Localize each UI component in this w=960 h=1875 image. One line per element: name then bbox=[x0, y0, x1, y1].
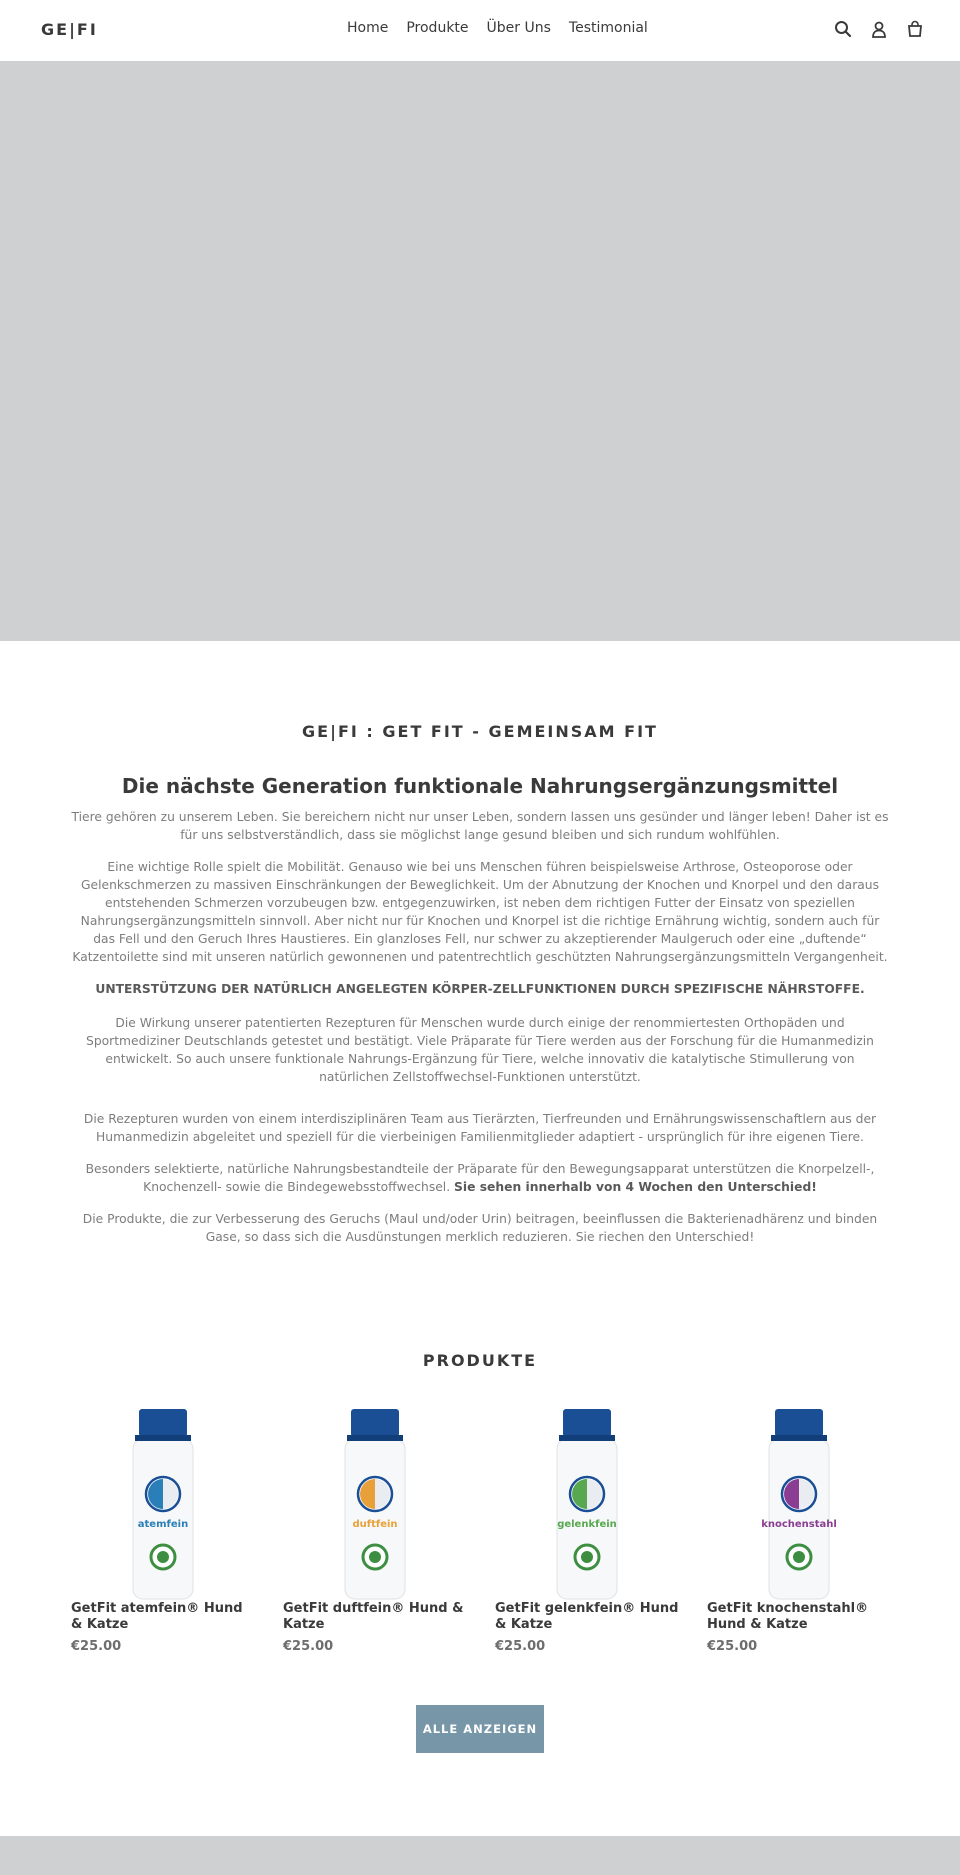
bottle-cap-ring bbox=[771, 1435, 827, 1441]
site-header bbox=[0, 0, 960, 61]
about-paragraph-6 bbox=[70, 1160, 890, 1196]
bottle-cap bbox=[563, 1409, 611, 1437]
about-highlight: UNTERSTÜTZUNG DER NATÜRLICH ANGELEGTEN KÖRPER-ZELLFUNKTIONEN DURCH SPEZIFISCHE NÄHRSTOFFE. bbox=[95, 982, 865, 996]
footer-strip bbox=[0, 1836, 960, 1875]
bottle-label-text: duftfein bbox=[352, 1519, 398, 1530]
seal-icon-center bbox=[581, 1551, 593, 1563]
product-name[interactable]: GetFit duftfein® Hund & Katze bbox=[283, 1601, 464, 1632]
product-image[interactable] bbox=[71, 1409, 255, 1601]
product-image[interactable] bbox=[283, 1409, 467, 1601]
site-logo[interactable]: GE|FI bbox=[41, 20, 98, 39]
seal-icon-center bbox=[369, 1551, 381, 1563]
products-title: PRODUKTE bbox=[422, 1351, 538, 1370]
bottle-cap bbox=[139, 1409, 187, 1437]
product-card[interactable] bbox=[283, 1409, 467, 1654]
section-heading: Die nächste Generation funktionale Nahrungsergänzungsmittel bbox=[121, 774, 839, 798]
product-grid bbox=[71, 1409, 891, 1654]
hero-banner bbox=[0, 61, 960, 641]
cart-icon[interactable] bbox=[904, 18, 926, 40]
product-price: €25.00 bbox=[495, 1639, 546, 1654]
nav-home[interactable]: Home bbox=[347, 20, 389, 36]
bottle-cap-ring bbox=[135, 1435, 191, 1441]
nav-testimonial[interactable]: Testimonial bbox=[568, 20, 648, 36]
view-all-button[interactable]: ALLE ANZEIGEN bbox=[416, 1705, 544, 1753]
product-name[interactable]: GetFit atemfein® Hund & Katze bbox=[71, 1601, 243, 1632]
section-eyebrow: GE|FI : GET FIT - GEMEINSAM FIT bbox=[302, 722, 658, 741]
bottle-label-text: atemfein bbox=[137, 1519, 189, 1530]
bottle-cap-ring bbox=[347, 1435, 403, 1441]
seal-icon-center bbox=[157, 1551, 169, 1563]
main-nav bbox=[347, 20, 666, 36]
product-price: €25.00 bbox=[71, 1639, 122, 1654]
bottle-cap-ring bbox=[559, 1435, 615, 1441]
product-card[interactable] bbox=[495, 1409, 679, 1654]
product-image[interactable] bbox=[495, 1409, 679, 1601]
seal-icon-center bbox=[793, 1551, 805, 1563]
product-card[interactable] bbox=[71, 1409, 255, 1654]
bottle-cap bbox=[351, 1409, 399, 1437]
bottle-cap bbox=[775, 1409, 823, 1437]
bottle-label-text: gelenkfein bbox=[557, 1519, 617, 1530]
about-paragraph-2: Eine wichtige Rolle spielt die Mobilität. Genauso wie bei uns Menschen führen beispielsweise Arthrose, Osteoporose oder Gelenkschmerzen zu massiven Einschränkungen der Beweglichkeit. Um der Abnutzung der Knochen und Knorpel und den daraus entstehenden Schmerzen vorzubeugen bzw. entgegenzuwirken, ist neben dem richtigen Futter der Einsatz von speziellen Nahrungsergänzungsmitteln sinnvoll. Aber nicht nur für Knochen und Knorpel ist die richtige Ernährung wichtig, sondern auch für das Fell und den Geruch Ihres Haustieres. Ein glanzloses Fell, nur schwer zu akzeptierender Maulgeruch oder eine „duftende“ Katzentoilette sind mit unseren natürlich gewonnenen und patentrechtlich geschützten Nahrungsergänzungsmitteln Vergangenheit. bbox=[72, 860, 888, 964]
search-icon[interactable] bbox=[832, 18, 854, 40]
account-icon[interactable] bbox=[868, 18, 890, 40]
product-name[interactable]: GetFit gelenkfein® Hund & Katze bbox=[495, 1601, 679, 1632]
bottle-label-text: knochenstahl bbox=[761, 1519, 837, 1530]
about-paragraph-6-text: Besonders selektierte, natürliche Nahrungsbestandteile der Präparate für den Bewegungsapparat unterstützen die Knorpelzell-, Knochenzell- sowie die Bindegewebsstoffwechsel. bbox=[85, 1162, 875, 1194]
about-section bbox=[70, 722, 890, 1260]
about-paragraph-7: Die Produkte, die zur Verbesserung des Geruchs (Maul und/oder Urin) beitragen, beeinflussen die Bakterienadhärenz und binden Gase, so dass sich die Ausdünstungen merklich reduzieren. Sie riechen den Unterschied! bbox=[82, 1212, 878, 1244]
about-paragraph-5: Die Rezepturen wurden von einem interdisziplinären Team aus Tierärzten, Tierfreunden und Ernährungswissenschaftlern aus der Humanmedizin abgeleitet und speziell für die vierbeinigen Familienmitglieder adaptiert - ursprünglich für ihre eigenen Tiere. bbox=[83, 1112, 877, 1144]
about-paragraph-6-bold: Sie sehen innerhalb von 4 Wochen den Unterschied! bbox=[454, 1180, 817, 1194]
nav-ueber-uns[interactable]: Über Uns bbox=[486, 20, 551, 36]
product-card[interactable] bbox=[707, 1409, 891, 1654]
about-paragraph-4: Die Wirkung unserer patentierten Rezepturen für Menschen wurde durch einige der renommiertesten Orthopäden und Sportmediziner Deutschlands getestet und bestätigt. Viele Präparate für Tiere werden aus der Forschung für die Humanmedizin entwickelt. So auch unsere funktionale Nahrungs-Ergänzung für Tiere, welche innovativ die katalytische Stimullerung von natürlichen Zellstoffwechsel-Funktionen unterstützt. bbox=[86, 1016, 874, 1084]
product-image[interactable] bbox=[707, 1409, 891, 1601]
nav-produkte[interactable]: Produkte bbox=[406, 20, 469, 36]
product-price: €25.00 bbox=[283, 1639, 334, 1654]
about-paragraph-1: Tiere gehören zu unserem Leben. Sie bereichern nicht nur unser Leben, sondern lassen uns gesünder und länger leben! Daher ist es für uns selbstverständlich, dass sie möglichst lange gesund bleiben und sich rundum wohlfühlen. bbox=[71, 810, 889, 842]
product-price: €25.00 bbox=[707, 1639, 758, 1654]
product-name[interactable]: GetFit knochenstahl® Hund & Katze bbox=[707, 1601, 869, 1632]
header-icons bbox=[832, 18, 926, 40]
